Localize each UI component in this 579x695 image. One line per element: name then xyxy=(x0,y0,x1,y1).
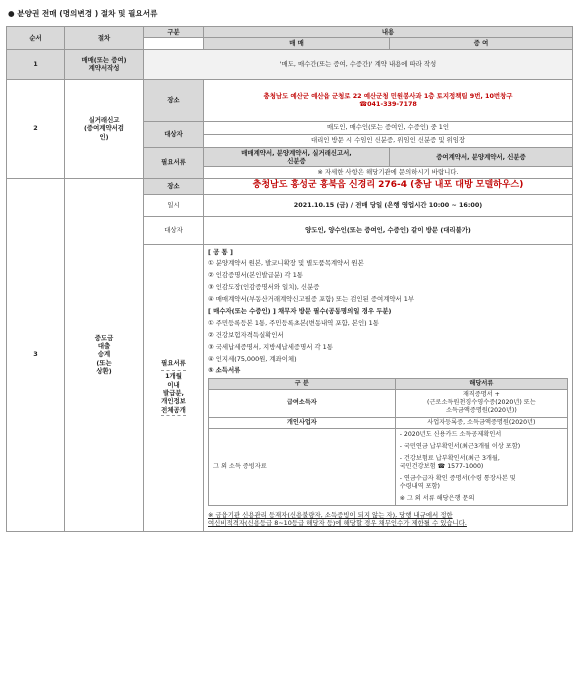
header-category-blank xyxy=(144,38,204,49)
income-docs-salary: 재직증명서 + (근로소득원천징수영수증(2020년) 또는 소득금액증명원(2020년)) xyxy=(395,390,567,417)
common-item-2: ② 인감증명서(본인발급분) 각 1통 xyxy=(208,271,303,280)
buyer-item-5: ⑤ 소득서류 xyxy=(208,366,241,375)
income-type-salary: 급여소득자 xyxy=(209,390,396,417)
row3-date-label: 일시 xyxy=(144,194,204,216)
header-category: 구분 xyxy=(144,27,204,38)
header-gift: 증 여 xyxy=(390,38,573,49)
common-item-4: ④ 매매계약서(부동산거래계약신고필증 포함) 또는 검인된 증여계약서 1부 xyxy=(208,294,414,303)
row2-docs-note: ※ 자세한 사항은 해당기관에 문의하시기 바랍니다. xyxy=(204,167,573,178)
row1-content: '매도, 매수간(또는 증여, 수증간)' 계약 내용에 따라 작성 xyxy=(144,49,573,79)
income-docs-table xyxy=(208,378,568,506)
buyer-item-2: ② 건강보험자격득실확인서 xyxy=(208,330,284,339)
buyer-item-3: ③ 국세납세증명서, 지방세납세증명서 각 1통 xyxy=(208,342,333,351)
row3-procedure: 중도금 대출 승계 (또는 상환) xyxy=(65,178,144,531)
row3-date-value: 2021.10.15 (금) / 전매 당일 (은행 영업시간 10:00 ~ 16:00) xyxy=(204,194,573,216)
header-procedure: 절차 xyxy=(65,27,144,50)
header-order: 순서 xyxy=(7,27,65,50)
common-item-1: ① 분양계약서 원본, 발코니확장 및 별도품목계약서 원본 xyxy=(208,259,364,268)
row3-place-value: 충청남도 홍성군 홍북읍 신경리 276-4 (충남 내포 대방 모델하우스) xyxy=(204,178,573,194)
row2-docs-gift: 증여계약서, 분양계약서, 신분증 xyxy=(390,147,573,167)
row3-docs-label-cell xyxy=(144,244,204,531)
other-item-5: ※ 그 외 서류 해당은행 문의 xyxy=(399,494,475,502)
procedure-table xyxy=(6,26,573,532)
row3-target-value: 양도인, 양수인(또는 증여인, 수증인) 같이 방문 (대리불가) xyxy=(204,216,573,244)
row2-target-line2: 대리인 방문 시 수임인 신분증, 위임인 신분증 및 위임장 xyxy=(204,134,573,147)
row3-number: 3 xyxy=(7,178,65,531)
header-sale: 매 매 xyxy=(204,38,390,49)
row2-target-label: 대상자 xyxy=(144,121,204,147)
row2-number: 2 xyxy=(7,79,65,178)
row3-target-label: 대상자 xyxy=(144,216,204,244)
common-item-3: ③ 인감도장(인감증명서와 일치), 신분증 xyxy=(208,283,320,292)
other-item-4: - 연금수급자 확인 증명서(수령 통장사본 및 수령내역 포함) xyxy=(399,474,516,490)
row1-number: 1 xyxy=(7,49,65,79)
footnote: ※ 금융기관 신용관리 등재자(신용불량자, 소득증빙이 되지 않는 자), 당행 내규에서 정한 여신비적격자(신용등급 8~10등급 해당자 등)에 해당할 경우 채무인수가 제한될 수 있습니다. xyxy=(208,511,467,528)
row2-procedure: 실거래신고 (증여계약서검 인) xyxy=(65,79,144,178)
row3-docs-list xyxy=(204,244,573,531)
income-type-other: 그 외 소득 증빙자료 xyxy=(209,428,396,505)
row2-place-value: 충청남도 예산군 예산읍 군청로 22 예산군청 민원봉사과 1층 토지정책팀 9번, 10번창구 ☎041-339-7178 xyxy=(204,79,573,121)
other-item-2: - 국민연금 납부확인서(최근3개월 이상 포함) xyxy=(399,442,521,450)
header-content: 내용 xyxy=(204,27,573,38)
row2-docs-sale: 매매계약서, 분양계약서, 실거래신고서, 신분증 xyxy=(204,147,390,167)
row2-place-label: 장소 xyxy=(144,79,204,121)
income-docs-business: 사업자등록증, 소득금액증명원(2020년) xyxy=(395,417,567,428)
common-title: [ 공 통 ] xyxy=(208,247,233,256)
buyer-title: [ 매수자(또는 수증인) ] 채무자 방문 필수(공동명의일 경우 두분) xyxy=(208,307,392,316)
other-item-1: - 2020년도 신용카드 소득공제확인서 xyxy=(399,430,502,438)
row3-docs-sub: 1개월 이내 발급분, 개인정보 전체공개 xyxy=(161,370,186,416)
buyer-item-1: ① 주민등록등본 1통, 주민등록초본(변동내역 포함, 본인) 1통 xyxy=(208,319,379,328)
income-col-category: 구 분 xyxy=(209,379,396,390)
income-col-docs: 해당서류 xyxy=(395,379,567,390)
page-title: ● 분양권 전매 (명의변경 ) 절차 및 필요서류 xyxy=(8,9,158,18)
other-item-3: - 건강보험료 납부확인서(최근 3개월, 국민건강보험 ☎ 1577-1000) xyxy=(399,454,500,470)
row2-target-line1: 매도인, 매수인(또는 증여인, 수증인) 중 1인 xyxy=(204,121,573,134)
row3-docs-label: 필요서류 xyxy=(161,359,186,368)
row3-place-label: 장소 xyxy=(144,178,204,194)
income-type-business: 개인사업자 xyxy=(209,417,396,428)
income-docs-other xyxy=(395,428,567,505)
buyer-item-4: ④ 인지세(75,000원, 계좌이체) xyxy=(208,354,297,363)
row2-docs-label: 필요서류 xyxy=(144,147,204,178)
row1-procedure: 매매(또는 증여) 계약서작성 xyxy=(65,49,144,79)
